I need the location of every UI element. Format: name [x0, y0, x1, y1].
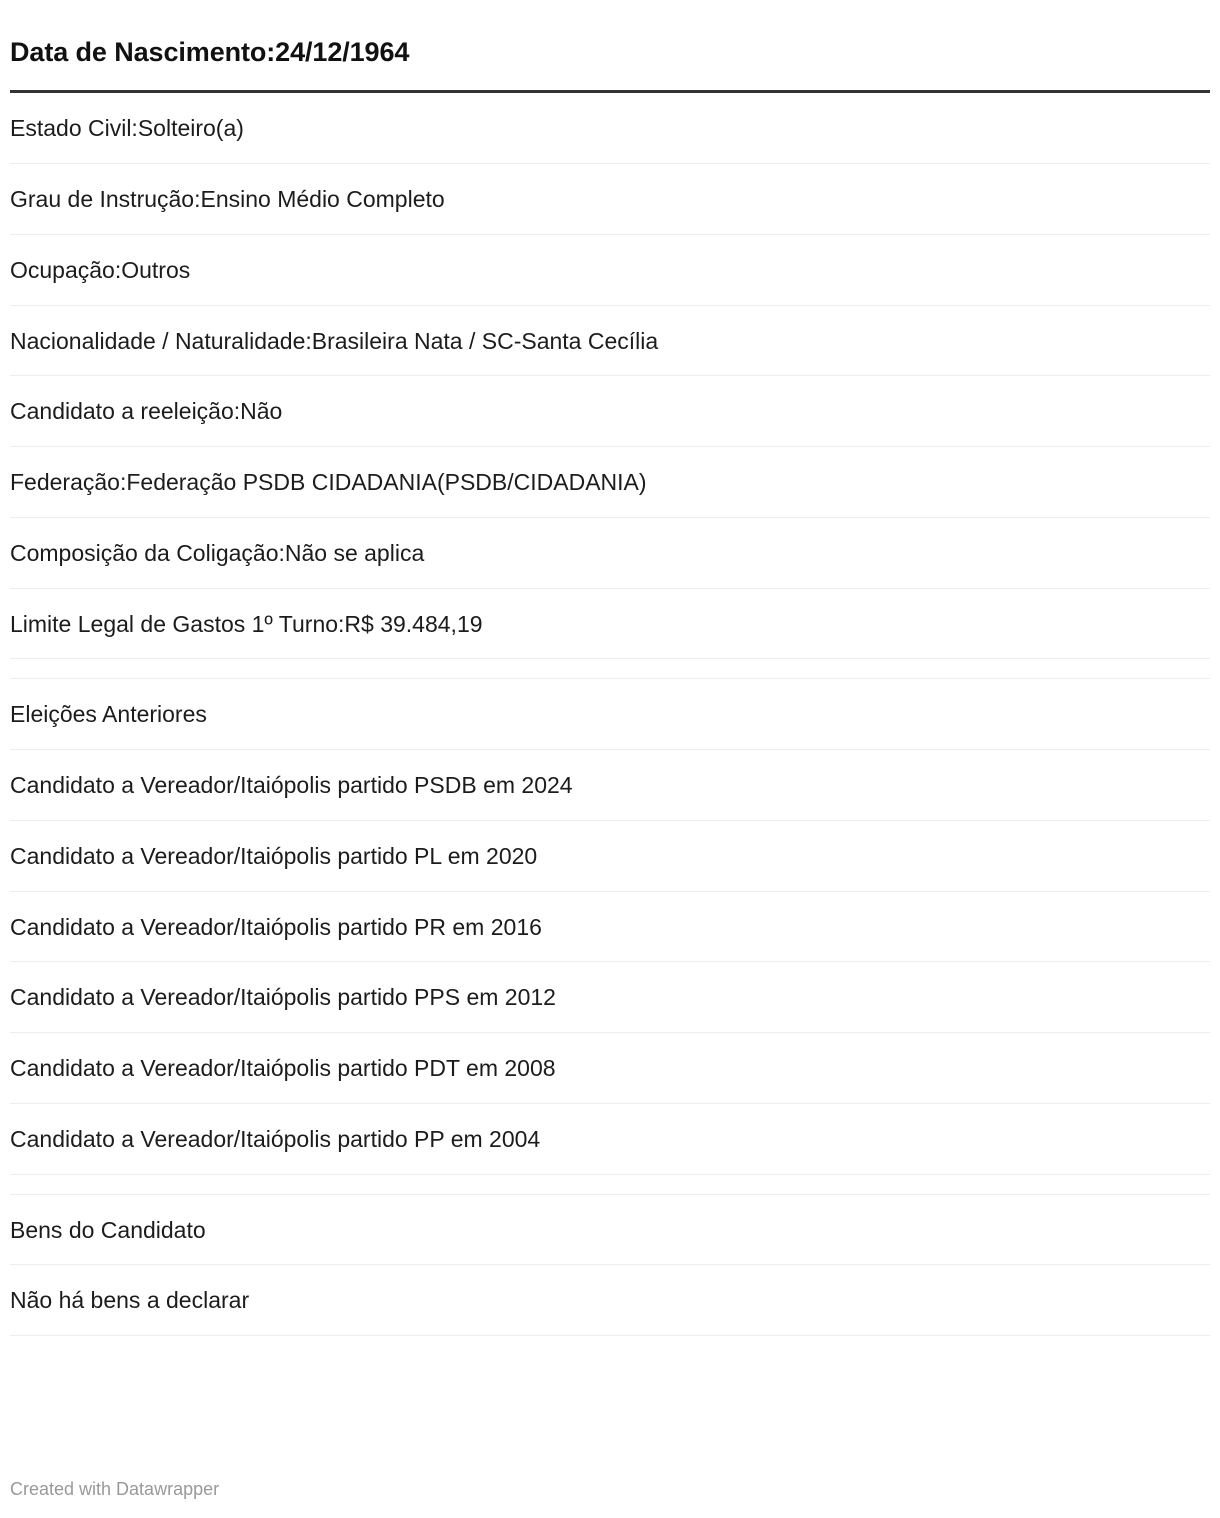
- table-row: Candidato a Vereador/Itaiópolis partido PSDB em 2024: [10, 750, 1210, 821]
- table-row: Limite Legal de Gastos 1º Turno:R$ 39.484,19: [10, 589, 1210, 660]
- table-row: Candidato a Vereador/Itaiópolis partido PL em 2020: [10, 821, 1210, 892]
- table-row: Composição da Coligação:Não se aplica: [10, 518, 1210, 589]
- table-row: Candidato a Vereador/Itaiópolis partido PDT em 2008: [10, 1033, 1210, 1104]
- table-header-birthdate: Data de Nascimento:24/12/1964: [10, 0, 1210, 93]
- table-body: [10, 93, 1210, 1336]
- table-row: Candidato a reeleição:Não: [10, 376, 1210, 447]
- table-row: Eleições Anteriores: [10, 679, 1210, 750]
- table-row-spacer: [10, 659, 1210, 679]
- table-row: Grau de Instrução:Ensino Médio Completo: [10, 164, 1210, 235]
- table-row: Candidato a Vereador/Itaiópolis partido PP em 2004: [10, 1104, 1210, 1175]
- datawrapper-credit: Created with Datawrapper: [10, 1479, 220, 1499]
- table-row: Não há bens a declarar: [10, 1265, 1210, 1336]
- table-row-spacer: [10, 1175, 1210, 1195]
- table-row: Estado Civil:Solteiro(a): [10, 93, 1210, 164]
- table-row: Bens do Candidato: [10, 1195, 1210, 1266]
- table-row: Nacionalidade / Naturalidade:Brasileira Nata / SC-Santa Cecília: [10, 306, 1210, 377]
- table-row: Candidato a Vereador/Itaiópolis partido PR em 2016: [10, 892, 1210, 963]
- table-row: Federação:Federação PSDB CIDADANIA(PSDB/CIDADANIA): [10, 447, 1210, 518]
- table-row: Candidato a Vereador/Itaiópolis partido PPS em 2012: [10, 962, 1210, 1033]
- table-row: Ocupação:Outros: [10, 235, 1210, 306]
